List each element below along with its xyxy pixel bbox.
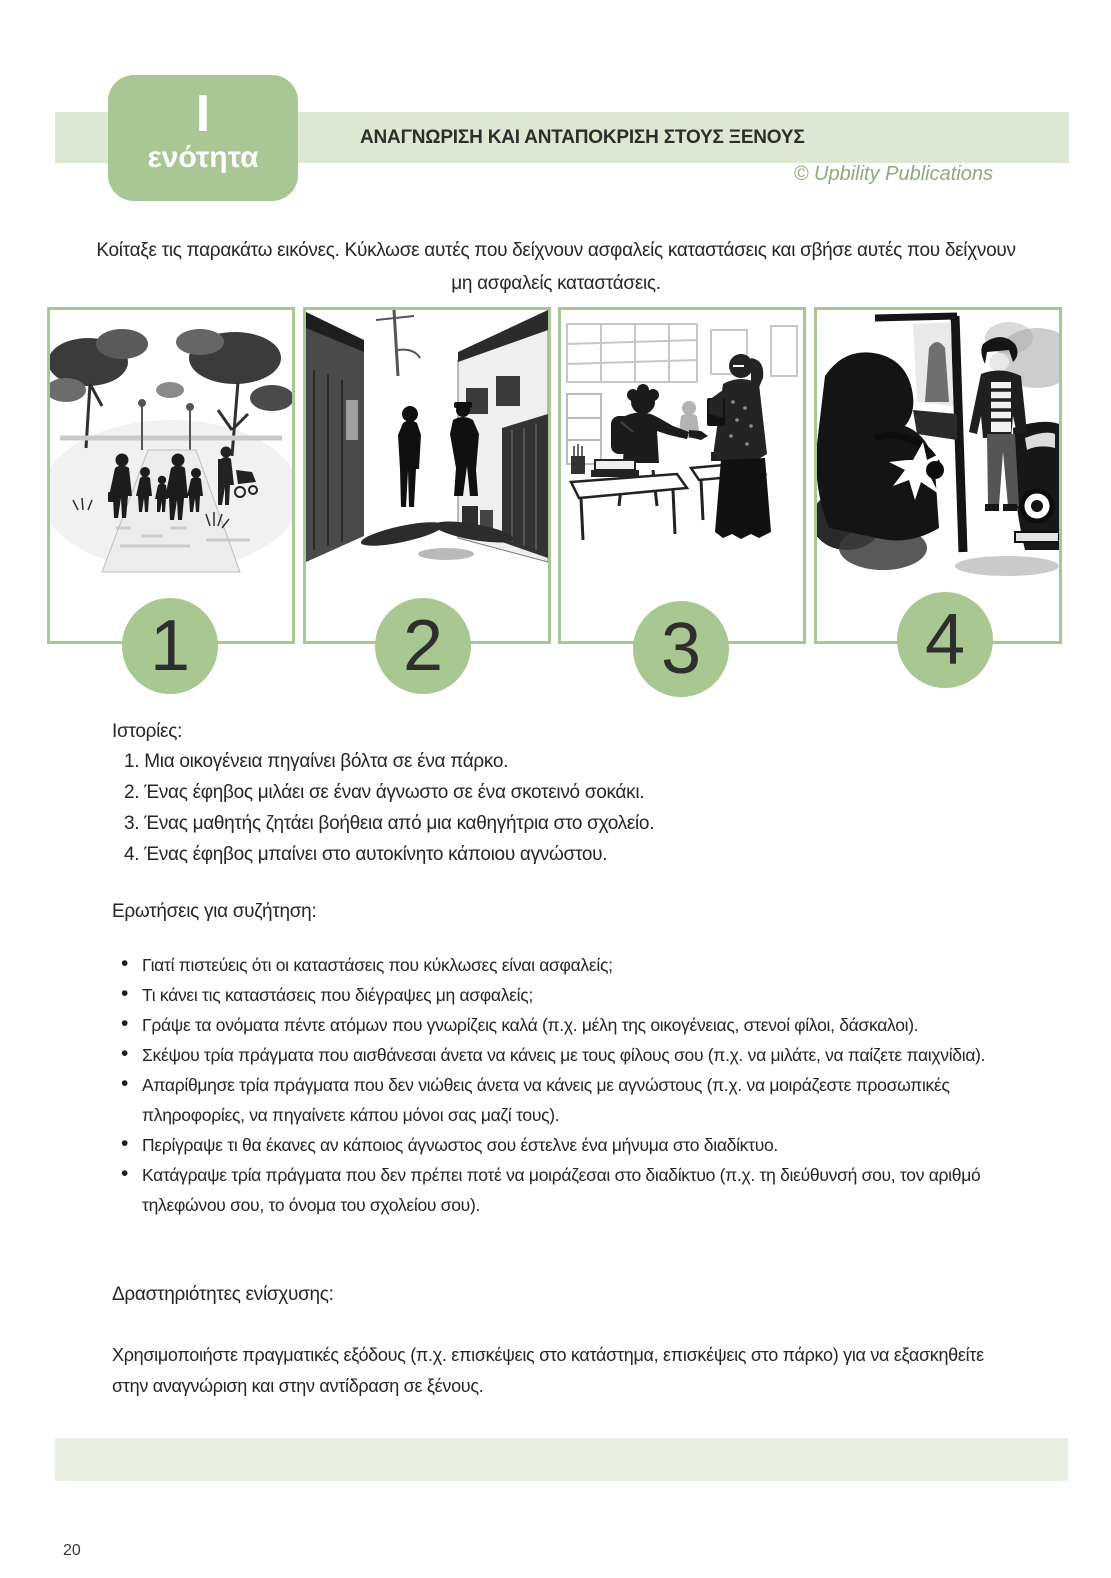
story-item-1: Μια οικογένεια πηγαίνει βόλτα σε ένα πάρκο. xyxy=(144,751,509,772)
stranger-car-illustration xyxy=(817,310,1059,610)
image-number-3: 3 xyxy=(660,609,702,689)
stories-heading: Ιστορίες: xyxy=(112,721,183,742)
instruction-text: Κοίταξε τις παρακάτω εικόνες. Κύκλωσε αυτές που δείχνουν ασφαλείς καταστάσεις και σβήσε αυτές που δείχνουν μη ασφαλείς καταστάσεις. xyxy=(96,240,1016,294)
discussion-item-7: • Κατάγραψε τρία πράγματα που δεν πρέπει ποτέ να μοιράζεσαι στο διαδίκτυο (π.χ. τη διεύθυνσή σου, τον αριθμό τηλεφώνου σου, το όνομα του σχολείου σου). xyxy=(118,1160,1002,1220)
situation-image-1 xyxy=(47,307,295,644)
unit-numeral: Ι xyxy=(195,85,211,143)
copyright-notice: © Upbility Publications xyxy=(793,163,993,185)
image-number-4: 4 xyxy=(924,600,966,680)
discussion-item-3: • Γράψε τα ονόματα πέντε ατόμων που γνωρίζεις καλά (π.χ. μέλη της οικογένειας, στενοί φίλοι, δάσκαλοι). xyxy=(118,1010,1002,1040)
reinforcement-body: Χρησιμοποιήστε πραγματικές εξόδους (π.χ. επισκέψεις στο κατάστημα, επισκέψεις στο πάρκο) για να εξασκηθείτε στην αναγνώριση και στην αντίδραση σε ξένους. xyxy=(112,1345,984,1396)
image-number-badge-3 xyxy=(633,601,729,697)
alley-stranger-illustration xyxy=(306,310,548,610)
park-family-illustration xyxy=(50,310,292,610)
image-number-badge-1 xyxy=(122,598,218,694)
page-title: ΑΝΑΓΝΩΡΙΣΗ ΚΑΙ ΑΝΤΑΠΟΚΡΙΣΗ ΣΤΟΥΣ ΞΕΝΟΥΣ xyxy=(360,127,805,148)
story-item-4: Ένας έφηβος μπαίνει στο αυτοκίνητο κάποιου αγνώστου. xyxy=(144,844,608,865)
discussion-list xyxy=(118,950,1002,1220)
unit-label: ενότητα xyxy=(147,141,259,174)
reinforcement-heading: Δραστηριότητες ενίσχυσης: xyxy=(112,1284,334,1305)
discussion-item-6: • Περίγραψε τι θα έκανες αν κάποιος άγνωστος σου έστελνε ένα μήνυμα στο διαδίκτυο. xyxy=(118,1130,1002,1160)
story-item-3: Ένας μαθητής ζητάει βοήθεια από μια καθηγήτρια στο σχολείο. xyxy=(144,813,655,834)
discussion-item-4: • Σκέψου τρία πράγματα που αισθάνεσαι άνετα να κάνεις με τους φίλους σου (π.χ. να μιλάτε, να παίζετε παιχνίδια). xyxy=(118,1040,1002,1070)
discussion-heading: Ερωτήσεις για συζήτηση: xyxy=(112,901,317,922)
situation-image-2 xyxy=(303,307,551,644)
image-number-1: 1 xyxy=(149,606,191,686)
discussion-item-1: • Γιατί πιστεύεις ότι οι καταστάσεις που κύκλωσες είναι ασφαλείς; xyxy=(118,950,1002,980)
image-number-2: 2 xyxy=(402,606,444,686)
page-number: 20 xyxy=(63,1542,81,1559)
image-number-badge-2 xyxy=(375,598,471,694)
image-number-badge-4 xyxy=(897,592,993,688)
classroom-teacher-illustration xyxy=(561,310,803,610)
story-item-2: Ένας έφηβος μιλάει σε έναν άγνωστο σε ένα σκοτεινό σοκάκι. xyxy=(144,782,645,803)
unit-badge xyxy=(108,75,298,201)
footer-band xyxy=(55,1438,1068,1481)
stories-list xyxy=(124,746,654,870)
discussion-item-5: • Απαρίθμησε τρία πράγματα που δεν νιώθεις άνετα να κάνεις με αγνώστους (π.χ. να μοιράζεστε προσωπικές πληροφορίες, να πηγαίνετε κάπου μόνοι σας μαζί τους). xyxy=(118,1070,1002,1130)
discussion-item-2: • Τι κάνει τις καταστάσεις που διέγραψες μη ασφαλείς; xyxy=(118,980,1002,1010)
situation-image-3 xyxy=(558,307,806,644)
